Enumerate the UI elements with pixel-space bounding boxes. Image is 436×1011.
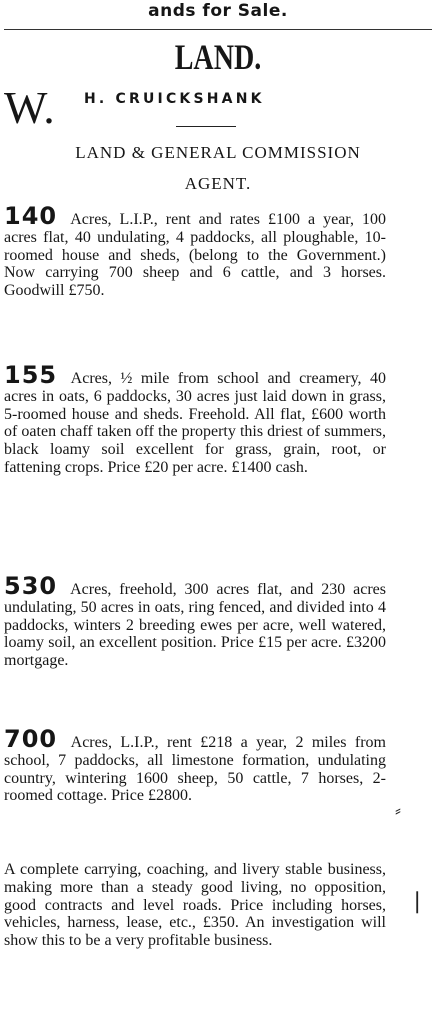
listing-entry [4,202,386,300]
agent-occupation-suffix: AGENT. [184,174,252,193]
listing-text: Acres, L.I.P., rent and rates £100 a year, 100 acres flat, 40 undulating, 4 paddocks, all ploughable, 10-roomed house and sheds, (belong to the Government.) Now carrying 700 sheep and 6 cattle, and 3 horses. Goodwill £750. [4,211,386,300]
section-heading: ands for Sale. [148,1,288,21]
business-listing: A complete carrying, coaching, and livery stable business, making more than a steady good living, no opposition, good contracts and level roads. Price including horses, vehicles, harness, lease, etc., £350. An investigation will show this to be a very profitable business. [4,861,386,950]
print-mark-icon: ❘ [408,888,427,913]
listing-text: Acres, L.I.P., rent £218 a year, 2 miles from school, 7 paddocks, all limestone formation, undulating country, wintering 1600 sheep, 50 cattle, 7 horses, 2-roomed cottage. Price £2800. [4,734,387,805]
listing-acres: 155 [4,361,58,389]
listing-entry [4,361,386,477]
agent-initial: W. [4,82,55,133]
print-mark-icon: ⸗ [395,800,401,820]
listing-acres: 140 [4,202,58,230]
listing-entry [4,725,387,805]
name-rule [176,126,236,127]
advert-title: LAND. [174,37,262,77]
agent-name: H. CRUICKSHANK [84,91,265,107]
listing-entry [4,572,386,670]
listing-text: Acres, ½ mile from school and creamery, 40 acres in oats, 6 paddocks, 30 acres just laid down in grass, 5-roomed house and sheds. Freehold. All flat, £600 worth of oaten chaff taken off the property this driest of summers, black loamy soil excellent for grass, grain, root, or fattening crops. Price £20 per acre. £1400 cash. [4,370,386,476]
listing-acres: 700 [4,725,58,753]
heading-rule [4,29,432,30]
listing-text: Acres, freehold, 300 acres flat, and 230 acres undulating, 50 acres in oats, ring fenced, and divided into 4 paddocks, winters 2 breeding ewes per acre, well watered, loamy soil, an excellent position. Price £15 per acre. £3200 mortgage. [4,581,386,670]
listing-acres: 530 [4,572,58,600]
agent-occupation: LAND & GENERAL COMMISSION [75,143,361,162]
